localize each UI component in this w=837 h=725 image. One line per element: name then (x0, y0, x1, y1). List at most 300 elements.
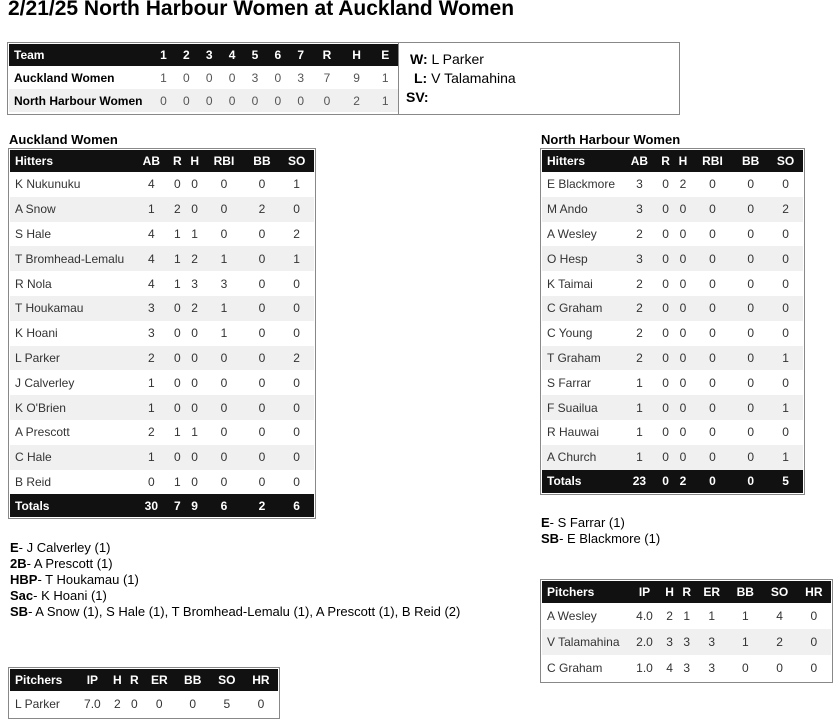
team-name: North Harbour Women (9, 89, 152, 112)
hitter-row (10, 246, 314, 271)
stat-cell: 0 (679, 425, 687, 440)
linescore-header: 6 (266, 44, 289, 66)
away-team-title: North Harbour Women (541, 132, 681, 147)
stat-cell: 7.0 (84, 697, 101, 711)
stat-cell: 0 (747, 276, 755, 291)
note-text: - T Houkamau (1) (37, 572, 139, 587)
stat-cell: 1 (203, 246, 244, 271)
stat-cell: 0 (257, 697, 265, 711)
stat-cell: 0 (747, 326, 755, 341)
stat-cell: 0 (741, 661, 749, 675)
total-cell: 9 (186, 494, 203, 517)
column-header: RBI (692, 150, 734, 172)
stat-cell: 1 (622, 445, 657, 470)
stat-cell: 0 (679, 375, 687, 390)
note-text: - K Hoani (1) (33, 588, 107, 603)
linescore-header: H (342, 44, 372, 66)
column-header: R (126, 669, 143, 691)
stat-cell: 0 (191, 375, 198, 390)
player-name: C Hale (10, 445, 134, 470)
stat-cell: 3 (220, 276, 228, 291)
column-header: SO (762, 581, 796, 603)
column-header: H (674, 150, 691, 172)
winning-pitcher: L Parker (431, 51, 484, 67)
stat-cell: 0 (733, 445, 768, 470)
player-name: T Graham (542, 346, 622, 371)
stat-cell: 2 (768, 197, 803, 222)
hitter-row (542, 395, 803, 420)
stat-cell: 3 (678, 629, 695, 655)
linescore-cell: 0 (312, 89, 342, 112)
stat-cell: 3 (191, 276, 198, 291)
player-name: A Church (542, 445, 622, 470)
stat-cell: 1 (728, 629, 762, 655)
home-batting-table (10, 150, 314, 517)
stat-cell: 0 (692, 296, 734, 321)
stat-cell: 0 (169, 395, 186, 420)
column-header: HR (244, 669, 278, 691)
player-name: T Bromhead-Lemalu (10, 246, 134, 271)
stat-cell: 0 (293, 326, 300, 341)
note-label: SB (10, 604, 29, 619)
total-cell: 0 (657, 470, 674, 493)
away-pitching-table (542, 581, 831, 681)
stat-cell: 0 (220, 425, 228, 440)
player-name: C Young (547, 326, 593, 341)
stat-cell: 0 (733, 346, 768, 371)
stat-cell: 0 (782, 326, 789, 341)
hitter-row (542, 172, 803, 197)
player-name: A Snow (10, 197, 134, 222)
linescore-row (9, 89, 399, 112)
page-title: 2/21/25 North Harbour Women at Auckland Women (8, 0, 515, 20)
stat-cell: 0 (782, 276, 789, 291)
stat-cell: 0 (220, 375, 228, 390)
stat-cell: 0 (245, 445, 280, 470)
stat-cell: 0 (662, 326, 669, 341)
column-header: BB (728, 581, 762, 603)
stat-cell: 0 (173, 326, 181, 341)
decision-label: L: (414, 70, 428, 86)
losing-pitcher: V Talamahina (431, 70, 516, 86)
stat-cell: 0 (258, 474, 266, 489)
stat-cell: 0 (692, 197, 734, 222)
linescore-header: 2 (175, 44, 198, 66)
stat-cell: 3 (147, 326, 155, 341)
note-text: - S Farrar (1) (549, 515, 625, 530)
hitter-row (10, 395, 314, 420)
column-header: SO (210, 669, 244, 691)
team-name: Auckland Women (14, 70, 115, 85)
stat-cell: 0 (220, 177, 228, 192)
linescore-header: 1 (152, 44, 175, 66)
hitter-row (10, 420, 314, 445)
stat-cell: 0 (709, 425, 716, 440)
linescore-cell: 0 (228, 70, 236, 85)
total-cell: 6 (279, 494, 314, 517)
stat-cell: 2.0 (628, 629, 661, 655)
total-cell: 6 (203, 494, 244, 517)
stat-cell: 0 (657, 246, 674, 271)
player-name: T Houkamau (10, 296, 134, 321)
stat-cell: 0 (674, 346, 691, 371)
home-notes (10, 540, 465, 620)
player-name: M Ando (542, 197, 622, 222)
linescore-cell: 0 (198, 89, 221, 112)
hitter-row (10, 470, 314, 495)
decision-label: W: (410, 51, 428, 67)
hitter-row (542, 296, 803, 321)
hitter-row (542, 420, 803, 445)
away-pitching-box (540, 579, 833, 683)
stat-cell: 2 (636, 276, 643, 291)
column-header: SO (279, 150, 314, 172)
player-name: A Wesley (547, 226, 597, 241)
stat-cell: 0 (733, 296, 768, 321)
column-header: RBI (203, 150, 244, 172)
stat-cell: 5 (223, 697, 231, 711)
note-text: - E Blackmore (1) (559, 531, 661, 546)
stat-cell: 0 (245, 246, 280, 271)
stat-cell: 0 (662, 425, 669, 440)
stat-cell: 0 (279, 395, 314, 420)
note-text: - J Calverley (1) (18, 540, 111, 555)
stat-cell: 0 (662, 177, 669, 192)
totals-label: Totals (10, 494, 134, 517)
player-name: A Wesley (547, 609, 597, 623)
stat-cell: 2 (134, 346, 169, 371)
stat-cell: 2 (636, 326, 643, 341)
stat-cell: 2 (636, 226, 643, 241)
stat-cell: 3 (683, 661, 690, 675)
player-name: J Calverley (15, 375, 75, 390)
hitter-row (10, 222, 314, 247)
stat-cell: 1 (191, 226, 198, 241)
stat-cell: 3 (695, 629, 728, 655)
stat-cell: 0 (258, 226, 266, 241)
stat-cell: 1 (134, 395, 169, 420)
linescore-cell: 3 (251, 70, 259, 85)
linescore-header: R (312, 44, 342, 66)
stat-cell: 2 (279, 346, 314, 371)
stat-cell: 0 (709, 177, 716, 192)
linescore-cell: 0 (244, 89, 267, 112)
hitter-row (542, 370, 803, 395)
stat-cell: 0 (657, 395, 674, 420)
note-line (541, 531, 821, 547)
stat-cell: 0 (747, 177, 755, 192)
stat-cell: 0 (189, 697, 197, 711)
pitcher-row (10, 691, 278, 717)
linescore-cell: 0 (221, 89, 244, 112)
stat-cell: 0 (203, 395, 244, 420)
player-name: O Hesp (542, 246, 622, 271)
stat-cell: 0 (293, 474, 300, 489)
stat-cell: 1 (708, 609, 716, 623)
player-name: K O'Brien (10, 395, 134, 420)
stat-cell: 0 (245, 395, 280, 420)
stat-cell: 1.0 (636, 661, 653, 675)
player-name: S Farrar (547, 375, 592, 390)
stat-cell: 0 (674, 296, 691, 321)
linescore-header: E (371, 44, 399, 66)
stat-cell: 0 (186, 395, 203, 420)
column-header: BB (176, 669, 210, 691)
total-cell: 2 (674, 470, 691, 493)
player-name: E Blackmore (547, 177, 616, 192)
hitter-row (10, 370, 314, 395)
linescore-cell: 1 (160, 70, 167, 85)
note-line (10, 588, 465, 604)
column-header: BB (733, 150, 768, 172)
column-header: R (678, 581, 695, 603)
linescore-cell: 0 (266, 89, 289, 112)
hitter-row (542, 271, 803, 296)
total-cell: 7 (169, 494, 186, 517)
stat-cell: 0 (657, 445, 674, 470)
player-name: V Talamahina (542, 629, 628, 655)
player-name: F Suailua (542, 395, 622, 420)
stat-cell: 0 (662, 276, 669, 291)
total-cell: 30 (134, 494, 169, 517)
stat-cell: 2 (169, 197, 186, 222)
header-row (10, 150, 314, 172)
stat-cell: 0 (709, 276, 716, 291)
linescore-header: 5 (244, 44, 267, 66)
away-notes (541, 515, 821, 547)
hitter-row (10, 445, 314, 470)
stat-cell: 0 (220, 226, 228, 241)
stat-cell: 0 (191, 474, 198, 489)
player-name: C Graham (542, 296, 622, 321)
stat-cell: 0 (155, 697, 163, 711)
note-line (10, 572, 465, 588)
stat-cell: 0 (258, 326, 266, 341)
player-name: L Parker (10, 346, 134, 371)
stat-cell: 0 (258, 425, 266, 440)
linescore-cell: 0 (182, 70, 190, 85)
hitter-row (10, 296, 314, 321)
linescore-cell: 0 (205, 70, 213, 85)
stat-cell: 0 (657, 296, 674, 321)
decision-save (406, 89, 429, 105)
stat-cell: 0 (782, 177, 789, 192)
stat-cell: 3 (708, 661, 716, 675)
column-header: IP (76, 669, 109, 691)
stat-cell: 0 (733, 197, 768, 222)
column-header: ER (695, 581, 728, 603)
stat-cell: 0 (733, 246, 768, 271)
column-header: HR (797, 581, 831, 603)
linescore-cell: 9 (353, 70, 360, 85)
stat-cell: 0 (191, 177, 198, 192)
header-row (10, 669, 278, 691)
stat-cell: 1 (622, 395, 657, 420)
note-text: - A Prescott (1) (26, 556, 113, 571)
note-label: E (10, 540, 19, 555)
stat-cell: 0 (674, 197, 691, 222)
away-batting-table (542, 150, 803, 493)
stat-cell: 4.0 (636, 609, 653, 623)
stat-cell: 0 (782, 226, 789, 241)
stat-cell: 0 (674, 246, 691, 271)
stat-cell: 0 (709, 226, 716, 241)
stat-cell: 0 (692, 346, 734, 371)
column-header: BB (245, 150, 280, 172)
stat-cell: 2 (186, 246, 203, 271)
stat-cell: 0 (782, 425, 789, 440)
column-header: IP (628, 581, 661, 603)
note-line (10, 604, 465, 620)
stat-cell: 0 (169, 296, 186, 321)
stat-cell: 0 (293, 425, 300, 440)
stat-cell: 0 (709, 326, 716, 341)
column-header: Pitchers (10, 669, 76, 691)
stat-cell: 0 (733, 395, 768, 420)
player-name: S Hale (15, 226, 52, 241)
stat-cell: 2 (679, 177, 687, 192)
stat-cell: 0 (776, 661, 783, 675)
stat-cell: 1 (191, 425, 198, 440)
total-cell: 23 (622, 470, 657, 493)
stat-cell: 1 (636, 425, 643, 440)
stat-cell: 1 (293, 177, 300, 192)
hitter-row (10, 271, 314, 296)
note-label: 2B (10, 556, 27, 571)
player-name: L Parker (15, 697, 60, 711)
linescore-header: Team (9, 44, 152, 66)
stat-cell: 2 (666, 609, 673, 623)
linescore-table (9, 44, 399, 112)
home-batting-box (8, 148, 316, 519)
stat-cell: 1 (636, 375, 643, 390)
note-line (10, 556, 465, 572)
note-label: Sac (10, 588, 34, 603)
stat-cell: 3 (134, 296, 169, 321)
hitter-row (542, 346, 803, 371)
hitter-row (10, 346, 314, 371)
linescore-cell: 0 (289, 89, 312, 112)
stat-cell: 1 (169, 246, 186, 271)
total-cell: 0 (733, 470, 768, 493)
pitcher-row (542, 629, 831, 655)
stat-cell: 0 (203, 197, 244, 222)
stat-cell: 0 (810, 661, 818, 675)
totals-label: Totals (542, 470, 622, 493)
stat-cell: 0 (293, 375, 300, 390)
stat-cell: 0 (279, 197, 314, 222)
hitter-row (542, 222, 803, 247)
stat-cell: 0 (186, 197, 203, 222)
stat-cell: 0 (220, 474, 228, 489)
stat-cell: 0 (768, 296, 803, 321)
pitching-decisions (398, 43, 399, 114)
stat-cell: 3 (622, 246, 657, 271)
stat-cell: 1 (203, 296, 244, 321)
stat-cell: 0 (768, 246, 803, 271)
stat-cell: 0 (203, 346, 244, 371)
stat-cell: 1 (173, 226, 181, 241)
stat-cell: 0 (279, 445, 314, 470)
stat-cell: 0 (258, 375, 266, 390)
stat-cell: 0 (662, 375, 669, 390)
stat-cell: 0 (679, 276, 687, 291)
stat-cell: 4 (147, 276, 155, 291)
linescore-cell: 1 (381, 70, 389, 85)
stat-cell: 1 (683, 609, 690, 623)
stat-cell: 0 (679, 326, 687, 341)
column-header: H (109, 669, 126, 691)
linescore-header: 4 (221, 44, 244, 66)
stat-cell: 0 (692, 246, 734, 271)
stat-cell: 1 (173, 276, 181, 291)
stat-cell: 0 (258, 177, 266, 192)
header-row (542, 581, 831, 603)
stat-cell: 0 (797, 629, 831, 655)
column-header: AB (134, 150, 169, 172)
stat-cell: 0 (662, 226, 669, 241)
stat-cell: 1 (741, 609, 749, 623)
stat-cell: 4 (147, 177, 155, 192)
stat-cell: 1 (134, 197, 169, 222)
stat-cell: 1 (279, 246, 314, 271)
linescore-cell: 0 (274, 70, 282, 85)
note-label: HBP (10, 572, 38, 587)
stat-cell: 2 (113, 697, 121, 711)
stat-cell: 0 (657, 346, 674, 371)
stat-cell: 0 (674, 395, 691, 420)
linescore-cell: 3 (297, 70, 305, 85)
totals-row (542, 470, 803, 493)
column-header: Hitters (542, 150, 622, 172)
stat-cell: 0 (747, 375, 755, 390)
home-team-title: Auckland Women (9, 132, 118, 147)
column-header: R (657, 150, 674, 172)
hitter-row (10, 172, 314, 197)
player-name: K Hoani (15, 326, 58, 341)
total-cell: 0 (692, 470, 734, 493)
player-name: R Hauwai (547, 425, 600, 440)
stat-cell: 0 (692, 395, 734, 420)
stat-cell: 0 (245, 346, 280, 371)
linescore-cell: 0 (175, 89, 198, 112)
stat-cell: 2 (622, 296, 657, 321)
decision-loss (414, 70, 516, 86)
stat-cell: 4 (666, 661, 673, 675)
stat-cell: 0 (679, 226, 687, 241)
stat-cell: 0 (191, 326, 198, 341)
hitter-row (542, 445, 803, 470)
linescore-header-row (9, 44, 399, 66)
stat-cell: 0 (203, 445, 244, 470)
stat-cell: 4 (147, 226, 155, 241)
column-header: H (186, 150, 203, 172)
hitter-row (10, 197, 314, 222)
stat-cell: 1 (147, 375, 155, 390)
note-line (541, 515, 821, 531)
hitter-row (542, 197, 803, 222)
stat-cell: 0 (674, 445, 691, 470)
total-cell: 5 (768, 470, 803, 493)
stat-cell: 0 (131, 697, 138, 711)
stat-cell: 1 (134, 445, 169, 470)
home-pitching-box (8, 667, 280, 719)
hitter-row (542, 321, 803, 346)
player-name: K Taimai (547, 276, 593, 291)
note-label: SB (541, 531, 560, 546)
stat-cell: 1 (173, 425, 181, 440)
pitcher-row (542, 603, 831, 629)
